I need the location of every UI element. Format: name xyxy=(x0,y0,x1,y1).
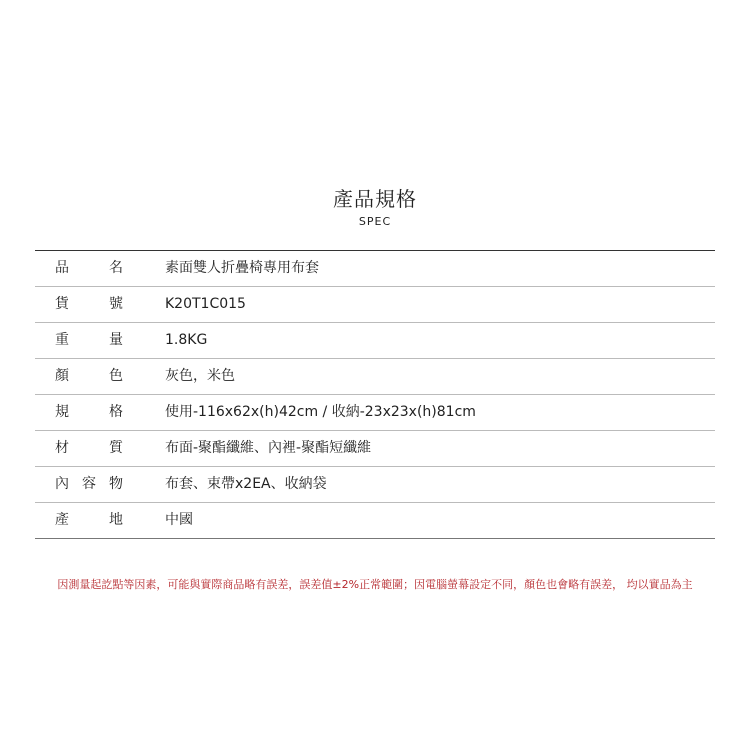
spec-value: 1.8KG xyxy=(165,332,208,348)
spec-value: 中國 xyxy=(165,512,193,528)
spec-value: 素面雙人折疊椅專用布套 xyxy=(165,260,319,276)
page-title: 產品規格 xyxy=(333,187,417,211)
spec-row-material xyxy=(35,431,715,467)
spec-row-contents xyxy=(35,467,715,503)
spec-table xyxy=(35,250,715,539)
spec-label: 重量 xyxy=(55,332,123,348)
spec-value: 使用-116x62x(h)42cm / 收納-23x23x(h)81cm xyxy=(165,404,476,420)
spec-value: 布面-聚酯纖維、內裡-聚酯短纖維 xyxy=(165,440,372,456)
spec-label: 產地 xyxy=(55,512,123,528)
spec-row-weight xyxy=(35,323,715,359)
spec-row-origin xyxy=(35,503,715,539)
spec-label: 貨號 xyxy=(55,296,123,312)
spec-row-name xyxy=(35,251,715,287)
spec-label: 顏色 xyxy=(55,368,123,384)
spec-row-dimensions xyxy=(35,395,715,431)
spec-value: K20T1C015 xyxy=(165,296,246,312)
spec-label: 品名 xyxy=(55,260,123,276)
disclaimer-note: 因測量起訖點等因素，可能與實際商品略有誤差，誤差值±2%正常範圍；因電腦螢幕設定不同，顏色也會略有誤差， 均以實品為主 xyxy=(57,578,693,591)
spec-value: 布套、束帶x2EA、收納袋 xyxy=(165,476,327,492)
spec-label: 規格 xyxy=(55,404,123,420)
spec-row-color xyxy=(35,359,715,395)
spec-label: 內容物 xyxy=(55,476,123,492)
spec-label: 材質 xyxy=(55,440,123,456)
spec-row-item-number xyxy=(35,287,715,323)
spec-value: 灰色，米色 xyxy=(165,368,235,384)
page-subtitle: SPEC xyxy=(358,215,392,228)
